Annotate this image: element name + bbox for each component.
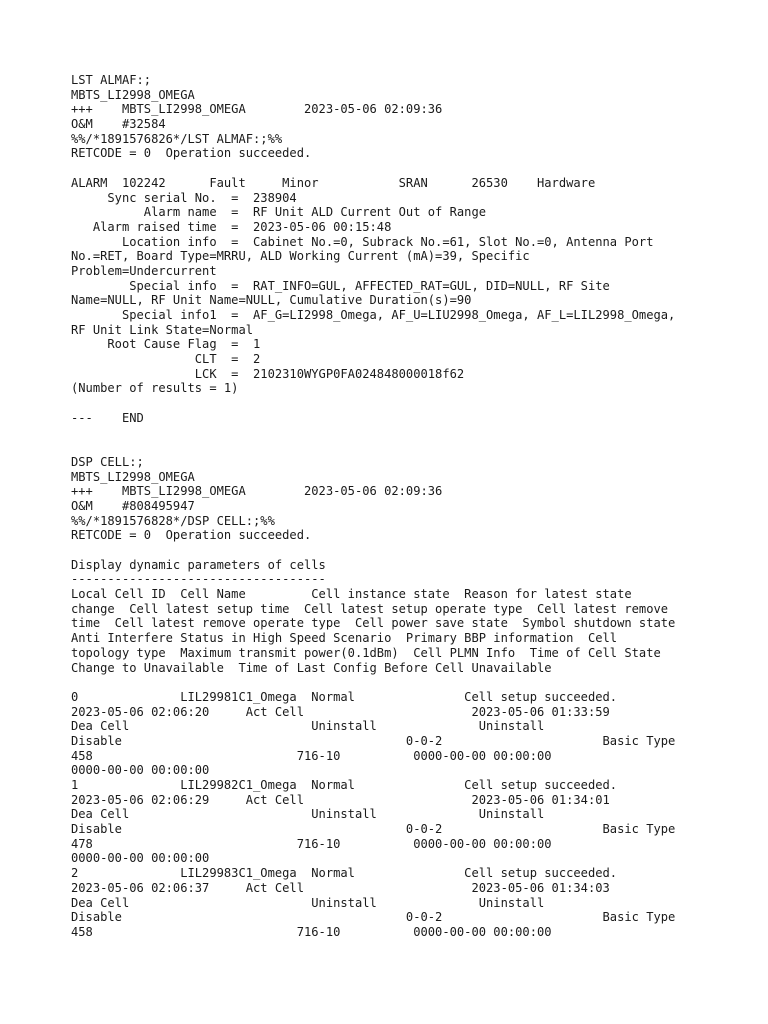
table-row: Dea Cell Uninstall Uninstall <box>71 807 545 822</box>
column-header: topology type Maximum transmit power(0.1dBm) Cell PLMN Info Time of Cell State <box>71 645 661 660</box>
om-serial: O&M #32584 <box>71 117 166 132</box>
spacer <box>71 161 761 176</box>
column-header: change Cell latest setup time Cell latest setup operate type Cell latest remove <box>71 601 669 616</box>
table-row: 2023-05-06 02:06:29 Act Cell 2023-05-06 01:34:01 <box>71 792 610 807</box>
column-header: Anti Interfere Status in High Speed Scenario Primary BBP information Cell <box>71 631 618 646</box>
column-header: Change to Unavailable Time of Last Config Before Cell Unavailable <box>71 660 552 675</box>
report-header: +++ MBTS_LI2998_OMEGA 2023-05-06 02:09:36 <box>71 484 443 499</box>
spacer <box>71 543 761 558</box>
table-row: 2 LIL29983C1_Omega Normal Cell setup succeeded. <box>71 866 618 881</box>
column-header: time Cell latest remove operate type Cell power save state Symbol shutdown state <box>71 616 676 631</box>
ne-name: MBTS_LI2998_OMEGA <box>71 87 195 102</box>
alarm-field-continuation: Problem=Undercurrent <box>71 263 217 278</box>
alarm-field: Root Cause Flag = 1 <box>71 337 261 352</box>
table-row: 0000-00-00 00:00:00 <box>71 851 210 866</box>
table-row: Dea Cell Uninstall Uninstall <box>71 719 545 734</box>
table-row: 478 716-10 0000-00-00 00:00:00 <box>71 836 552 851</box>
spacer <box>71 675 761 690</box>
alarm-field: Special info = RAT_INFO=GUL, AFFECTED_RAT=GUL, DID=NULL, RF Site <box>71 278 610 293</box>
table-row: Disable 0-0-2 Basic Type <box>71 822 676 837</box>
table-row: 458 716-10 0000-00-00 00:00:00 <box>71 924 552 939</box>
command-line: DSP CELL:; <box>71 454 144 469</box>
spacer <box>71 396 761 411</box>
almaf-command-block <box>71 73 761 426</box>
table-row: 458 716-10 0000-00-00 00:00:00 <box>71 748 552 763</box>
alarm-field-continuation: Name=NULL, RF Unit Name=NULL, Cumulative Duration(s)=90 <box>71 293 472 308</box>
alarm-field: Sync serial No. = 238904 <box>71 190 297 205</box>
column-header: Local Cell ID Cell Name Cell instance state Reason for latest state <box>71 587 632 602</box>
alarm-field: Alarm raised time = 2023-05-06 00:15:48 <box>71 219 392 234</box>
alarm-field: CLT = 2 <box>71 352 261 367</box>
table-row: Disable 0-0-2 Basic Type <box>71 910 676 925</box>
om-serial: O&M #808495947 <box>71 498 195 513</box>
table-row: 1 LIL29982C1_Omega Normal Cell setup succeeded. <box>71 778 618 793</box>
alarm-field-continuation: No.=RET, Board Type=MRRU, ALD Working Current (mA)=39, Specific <box>71 249 530 264</box>
report-header: +++ MBTS_LI2998_OMEGA 2023-05-06 02:09:36 <box>71 102 443 117</box>
spacer <box>71 426 761 455</box>
alarm-summary-row: ALARM 102242 Fault Minor SRAN 26530 Hardware <box>71 175 596 190</box>
table-row: 0 LIL29981C1_Omega Normal Cell setup succeeded. <box>71 689 618 704</box>
table-row: 0000-00-00 00:00:00 <box>71 763 210 778</box>
table-row: 2023-05-06 02:06:20 Act Cell 2023-05-06 01:33:59 <box>71 704 610 719</box>
alarm-field: LCK = 2102310WYGP0FA024848000018f62 <box>71 366 465 381</box>
table-row: 2023-05-06 02:06:37 Act Cell 2023-05-06 01:34:03 <box>71 880 610 895</box>
table-row: Disable 0-0-2 Basic Type <box>71 733 676 748</box>
command-line: LST ALMAF:; <box>71 73 152 87</box>
section-rule: ----------------------------------- <box>71 572 326 587</box>
command-echo: %%/*1891576826*/LST ALMAF:;%% <box>71 131 283 146</box>
alarm-field: Special info1 = AF_G=LI2998_Omega, AF_U=LIU2998_Omega, AF_L=LIL2998_Omega, <box>71 308 676 322</box>
retcode-line: RETCODE = 0 Operation succeeded. <box>71 146 312 161</box>
ne-name: MBTS_LI2998_OMEGA <box>71 469 195 484</box>
cell-command-block <box>71 455 761 940</box>
alarm-field: Location info = Cabinet No.=0, Subrack No.=61, Slot No.=0, Antenna Port <box>71 234 654 249</box>
command-echo: %%/*1891576828*/DSP CELL:;%% <box>71 513 275 528</box>
table-row: Dea Cell Uninstall Uninstall <box>71 895 545 910</box>
end-marker: --- END <box>71 410 144 425</box>
result-count: (Number of results = 1) <box>71 381 239 396</box>
alarm-field: Alarm name = RF Unit ALD Current Out of Range <box>71 205 487 220</box>
retcode-line: RETCODE = 0 Operation succeeded. <box>71 528 312 543</box>
command-output-document <box>71 73 761 940</box>
alarm-field-continuation: RF Unit Link State=Normal <box>71 322 254 337</box>
section-title: Display dynamic parameters of cells <box>71 557 326 572</box>
